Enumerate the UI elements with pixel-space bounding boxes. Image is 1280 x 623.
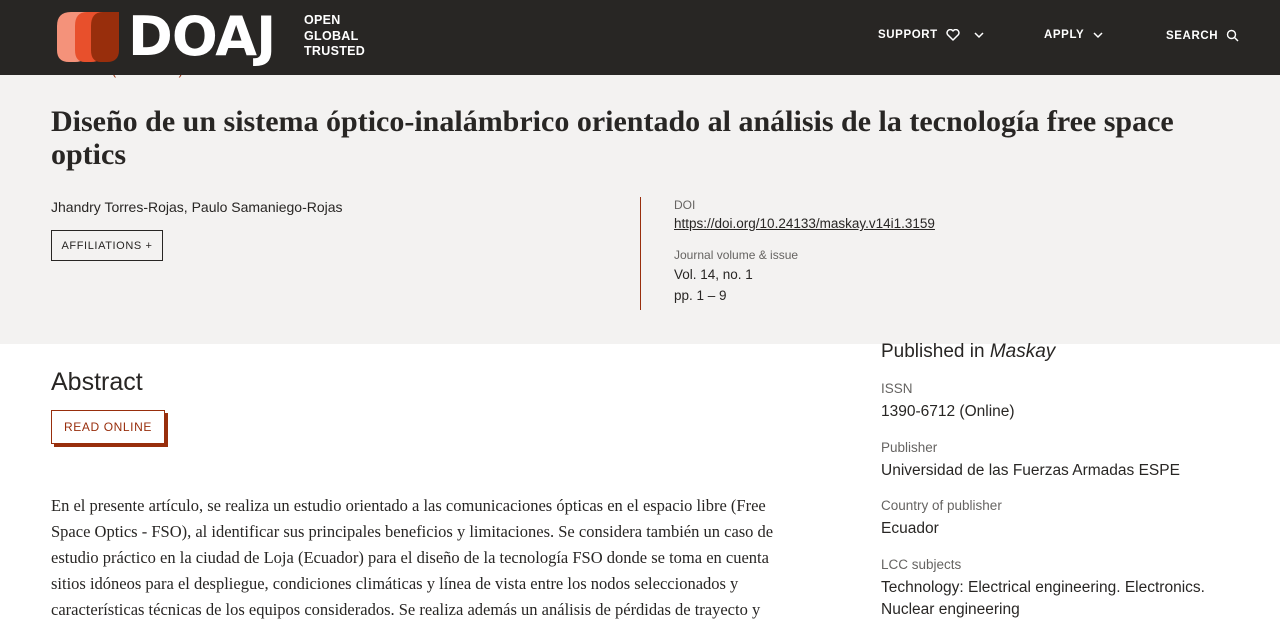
- country-value: Ecuador: [881, 520, 939, 537]
- abstract-text: [51, 493, 816, 623]
- abstract-line: estudio práctico en la ciudad de Loja (Ecuador) para el diseño de la tecnología FSO donde se toma en cuenta: [51, 548, 769, 567]
- issn-label: ISSN: [881, 381, 913, 396]
- country-label: Country of publisher: [881, 498, 1002, 513]
- pages-value: pp. 1 – 9: [674, 288, 727, 303]
- published-in-heading: [881, 341, 1055, 363]
- publisher-label: Publisher: [881, 440, 938, 455]
- abstract-line: Space Optics - FSO), al identificar sus principales beneficios y limitaciones. Se considera también un caso de: [51, 522, 774, 541]
- nav-search-label: SEARCH: [1166, 29, 1219, 42]
- affiliations-button[interactable]: AFFILIATIONS +: [51, 230, 163, 261]
- lcc-label: LCC subjects: [881, 557, 962, 572]
- chevron-down-icon: [972, 30, 986, 40]
- publisher-value: Universidad de las Fuerzas Armadas ESPE: [881, 462, 1180, 479]
- issn-value: 1390-6712 (Online): [881, 403, 1015, 420]
- header-divider: [640, 197, 641, 310]
- volume-value: Vol. 14, no. 1: [674, 267, 753, 282]
- doaj-logo-mark-icon: [57, 12, 119, 62]
- doi-link[interactable]: https://doi.org/10.24133/maskay.v14i1.3159: [674, 216, 935, 231]
- volume-label: Journal volume & issue: [674, 248, 799, 262]
- heart-icon: [946, 29, 960, 41]
- nav-support-label: SUPPORT: [878, 29, 938, 41]
- logo-tagline: [304, 13, 365, 60]
- nav-support-menu[interactable]: [878, 29, 986, 41]
- journal-name-link[interactable]: Maskay: [989, 341, 1056, 362]
- tagline-line: TRUSTED: [304, 44, 366, 58]
- nav-apply-label: APPLY: [1044, 29, 1085, 41]
- article-header: [0, 75, 1280, 344]
- read-online-button[interactable]: READ ONLINE: [51, 410, 165, 444]
- lcc-value[interactable]: Technology: Electrical engineering. Electronics. Nuclear engineering: [881, 579, 1205, 618]
- article-title: Diseño de un sistema óptico-inalámbrico orientado al análisis de la tecnología free space optics: [51, 105, 1174, 171]
- nav-search-button[interactable]: [1166, 29, 1239, 42]
- chevron-down-icon: [1092, 30, 1104, 40]
- tagline-line: GLOBAL: [304, 28, 359, 43]
- published-in-prefix: Published in: [881, 341, 985, 362]
- tagline-line: OPEN: [304, 13, 341, 27]
- doi-label: DOI: [674, 198, 696, 212]
- abstract-line: En el presente artículo, se realiza un estudio orientado a las comunicaciones ópticas en el espacio libre (Free: [51, 496, 766, 515]
- abstract-line: sitios idóneos para el despliegue, condiciones climáticas y línea de vista entre los nodos seleccionados y: [51, 574, 739, 593]
- abstract-line: características técnicas de los equipos considerados. Se realiza además un análisis de pérdidas de trayecto y: [51, 600, 761, 619]
- abstract-heading: Abstract: [51, 368, 143, 396]
- author-list: Jhandry Torres-Rojas, Paulo Samaniego-Rojas: [51, 199, 343, 215]
- nav-apply-menu[interactable]: [1044, 29, 1104, 41]
- search-icon: [1226, 29, 1239, 42]
- logo-wordmark: DOAJ: [128, 5, 276, 68]
- top-navbar: [0, 0, 1280, 75]
